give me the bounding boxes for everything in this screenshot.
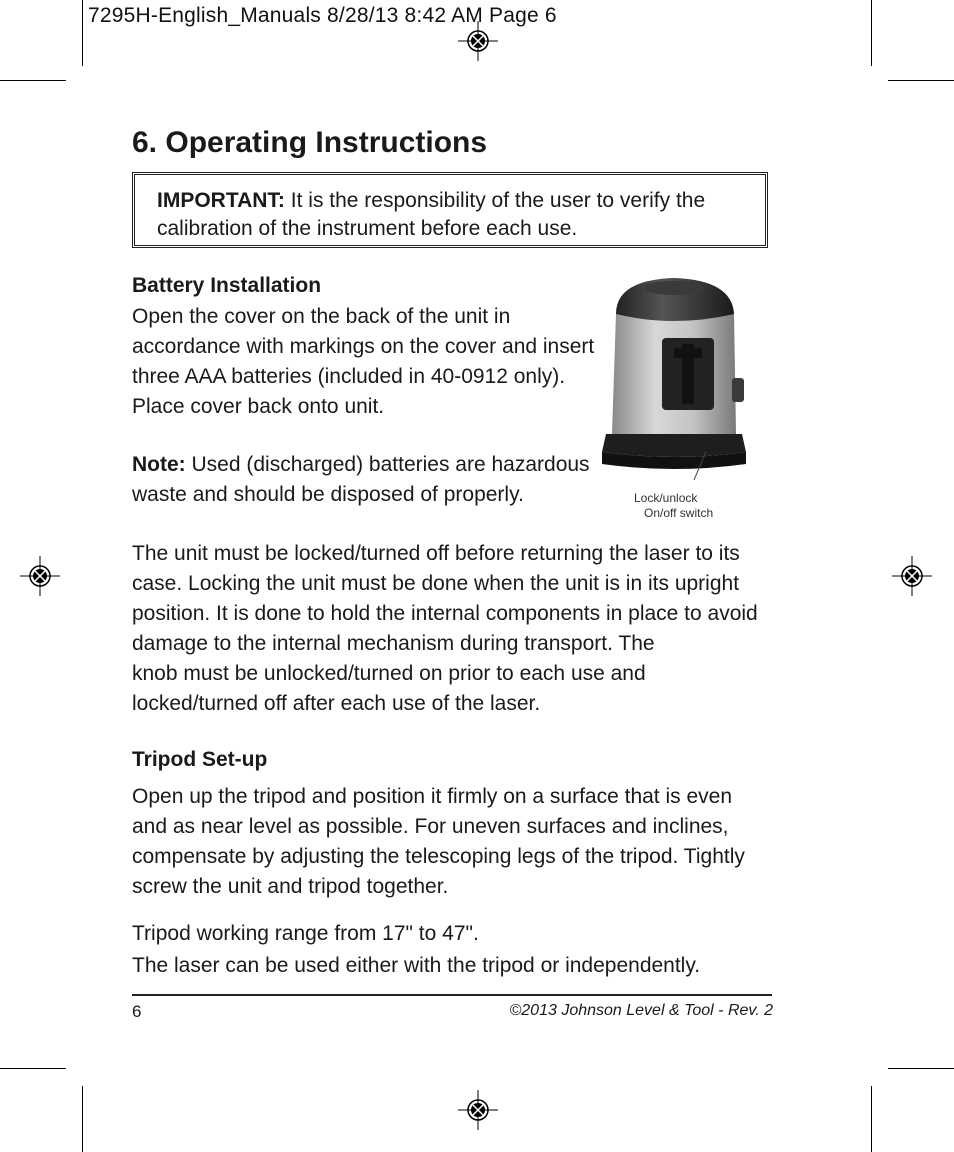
footer-rule [132,994,772,996]
locking-line: The unit must be locked/turned off before returning the laser to its [132,542,740,565]
page-number: 6 [132,1002,142,1021]
locking-line: case. Locking the unit must be done when the unit is in its upright [132,572,740,595]
important-line-2: calibration of the instrument before each use. [157,217,578,240]
note-line-2: waste and should be disposed of properly. [132,483,524,506]
tripod-line: Open up the tripod and position it firmly on a surface that is even [132,785,733,808]
registration-mark-icon [20,556,60,596]
locking-line: position. It is done to hold the internal components in place to avoid [132,602,758,625]
copyright-notice: ©2013 Johnson Level & Tool - Rev. 2 [509,1002,773,1019]
important-line-1: It is the responsibility of the user to verify the [284,189,706,212]
battery-line: Place cover back onto unit. [132,395,385,418]
battery-line: three AAA batteries (included in 40-0912 only). [132,365,566,388]
registration-mark-icon [458,1090,498,1130]
battery-line: Open the cover on the back of the unit in [132,305,511,328]
locking-line: knob must be unlocked/turned on prior to each use and [132,662,646,685]
tripod-usage: The laser can be used either with the tripod or independently. [132,954,701,977]
tripod-range: Tripod working range from 17" to 47". [132,922,479,945]
battery-paragraph [132,302,594,422]
locking-line: damage to the internal mechanism during transport. The [132,632,655,655]
photo-caption [634,491,713,521]
important-label: IMPORTANT: [157,189,285,212]
battery-line: accordance with markings on the cover and insert [132,335,595,358]
important-notice-text [157,187,747,243]
note-line-1: Used (discharged) batteries are hazardous [185,453,590,476]
locking-line: locked/turned off after each use of the laser. [132,692,541,715]
registration-mark-icon [892,556,932,596]
tripod-line: and as near level as possible. For uneven surfaces and inclines, [132,815,729,838]
battery-heading: Battery Installation [132,274,322,297]
tripod-heading: Tripod Set-up [132,748,268,771]
tripod-line: compensate by adjusting the telescoping legs of the tripod. Tightly [132,845,745,868]
laser-level-photo [598,266,754,480]
page-title: 6. Operating Instructions [132,126,488,159]
caption-line-2: On/off switch [644,506,714,520]
battery-note [132,450,590,510]
print-slug: 7295H-English_Manuals 8/28/13 8:42 AM Page 6 [88,4,557,27]
locking-paragraph [132,539,758,719]
note-label: Note: [132,453,186,476]
important-notice-box [132,172,768,248]
tripod-paragraph [132,782,745,902]
caption-line-1: Lock/unlock [634,491,698,505]
tripod-line: screw the unit and tripod together. [132,875,449,898]
registration-mark-icon [458,21,498,61]
